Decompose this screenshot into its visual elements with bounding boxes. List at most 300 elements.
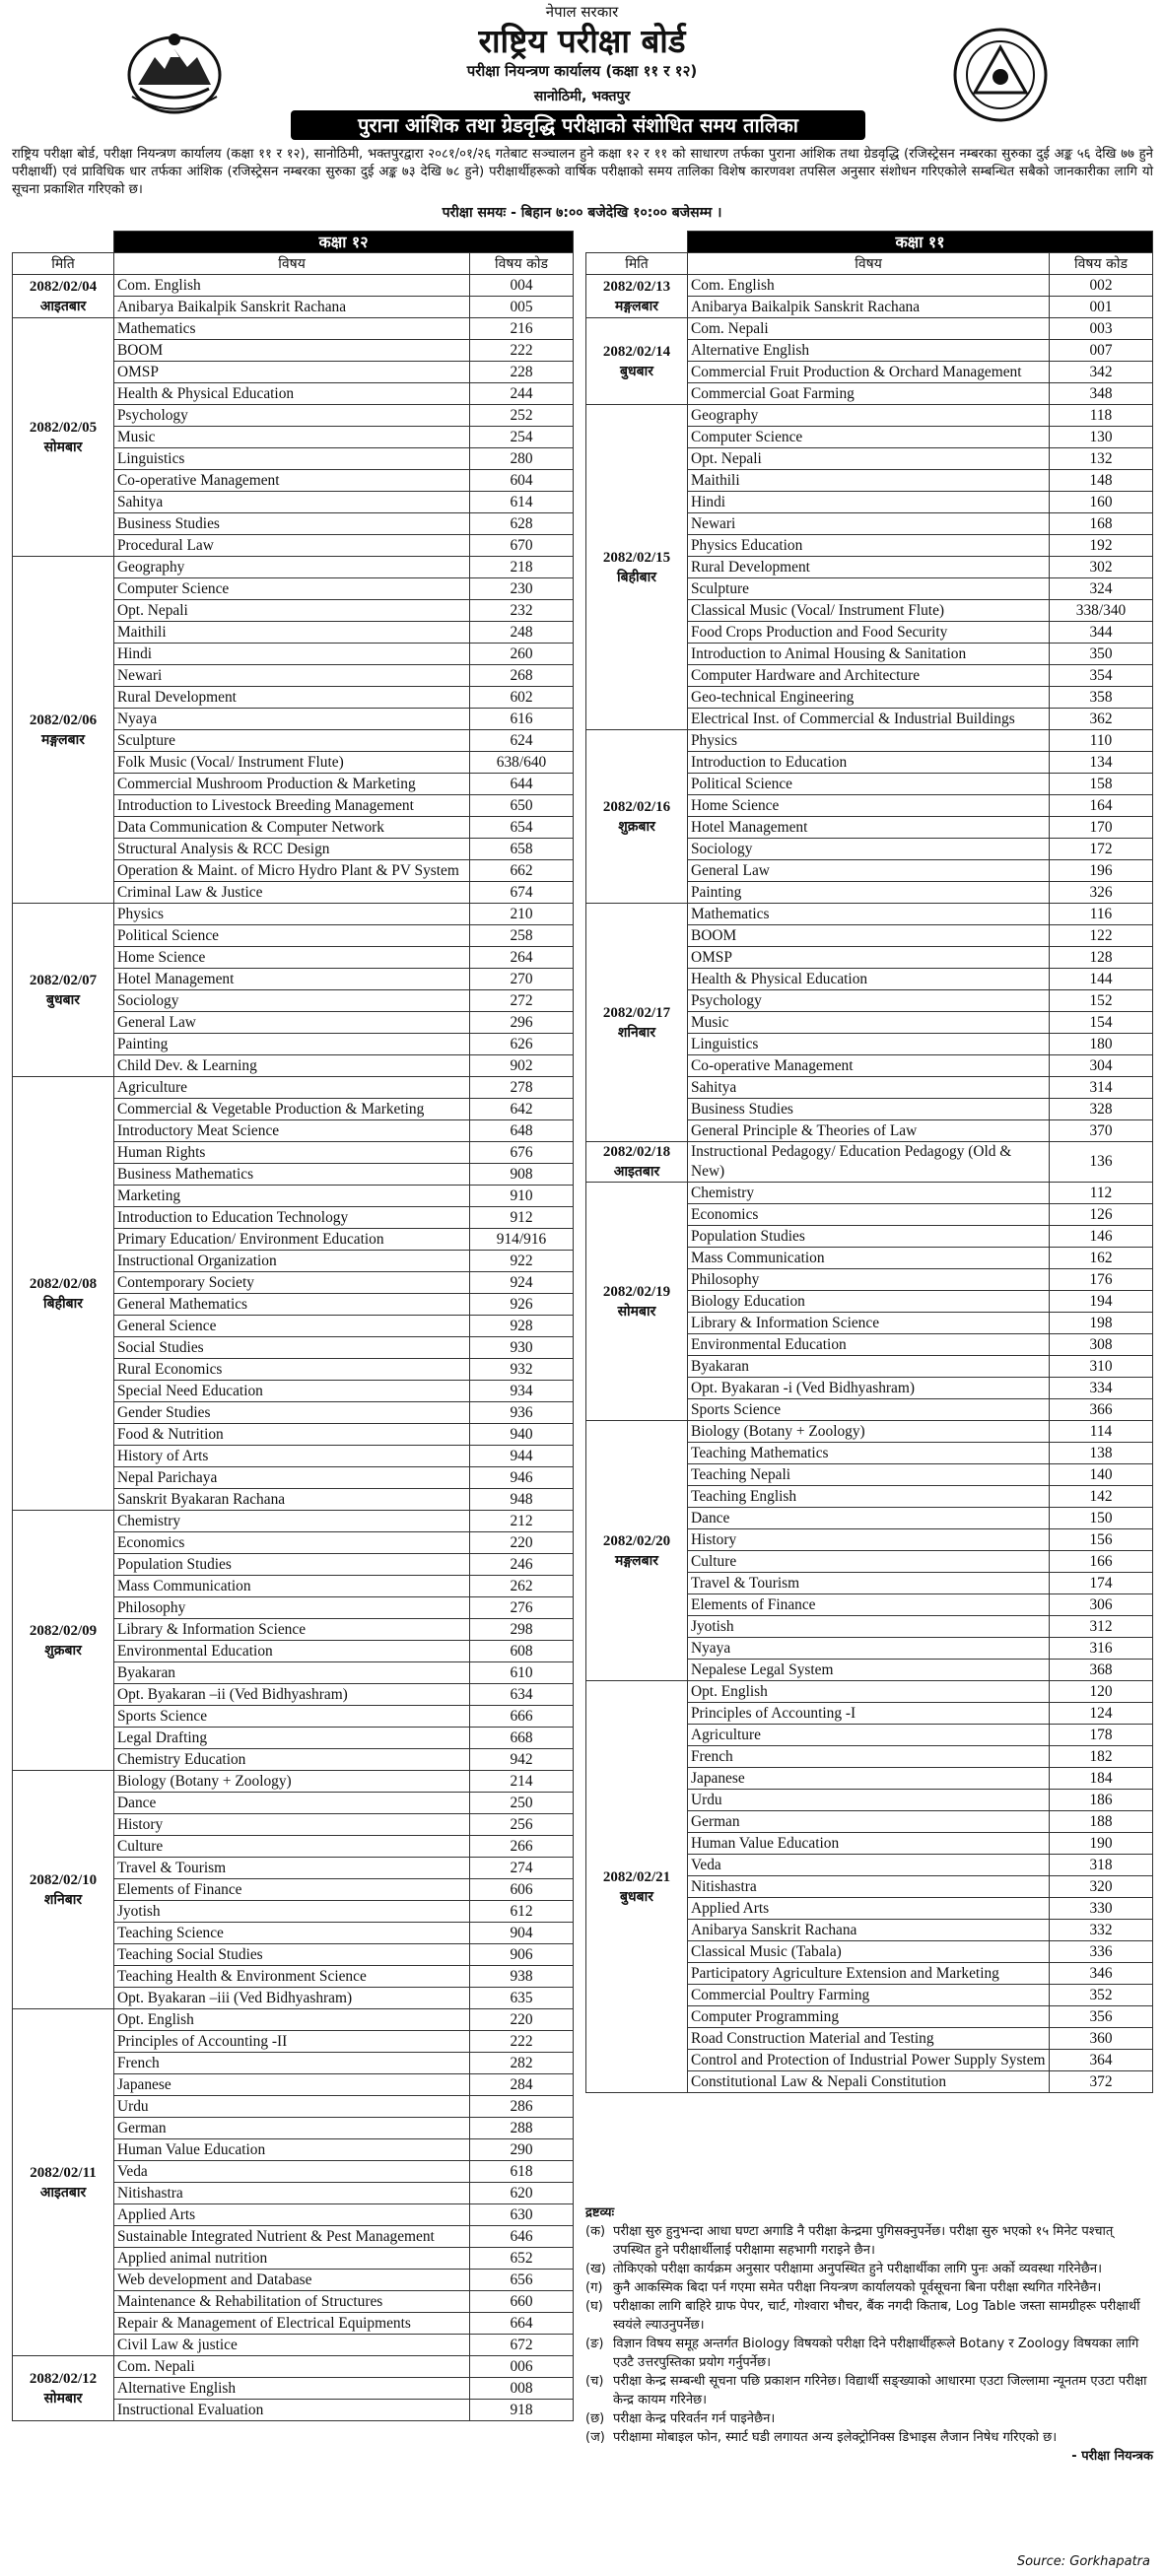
- table-row: [13, 2356, 574, 2378]
- subject-name: Procedural Law: [114, 535, 470, 557]
- subject-name: Sociology: [114, 990, 470, 1012]
- subject-name: Dance: [114, 1793, 470, 1814]
- subject-name: Philosophy: [114, 1597, 470, 1619]
- subject-code: 310: [1050, 1356, 1153, 1378]
- subject-code: 336: [1050, 1941, 1153, 1963]
- subject-code: 192: [1050, 535, 1153, 557]
- exam-date: 2082/02/08: [29, 1275, 98, 1292]
- subject-name: Principles of Accounting -I: [688, 1703, 1050, 1725]
- exam-date-cell: [586, 1183, 688, 1421]
- subject-code: 664: [470, 2313, 574, 2335]
- subject-name: Japanese: [688, 1768, 1050, 1790]
- subject-name: Marketing: [114, 1186, 470, 1207]
- subject-code: 262: [470, 1576, 574, 1597]
- subject-code: 346: [1050, 1963, 1153, 1985]
- office-location: सानोठिमी, भक्तपुर: [533, 89, 631, 104]
- subject-code: 172: [1050, 839, 1153, 860]
- exam-day: आइतबार: [39, 2184, 87, 2201]
- subject-name: Nitishastra: [688, 1876, 1050, 1898]
- subject-name: Constitutional Law & Nepali Constitution: [688, 2071, 1050, 2093]
- subject-code: 624: [470, 730, 574, 752]
- note-text: परीक्षा सुरु हुनुभन्दा आधा घण्टा अगाडि नै परीक्षा केन्द्रमा पुगिसक्नुपर्नेछ। परीक्षा सुरु भएको १५ मिनेट पश्चात् उपस्थित हुने परीक्षार्थीलाई परीक्षामा सहभागी गराइने छैन।: [613, 2224, 1114, 2258]
- subject-code: 938: [470, 1966, 574, 1988]
- subject-name: Computer Programming: [688, 2006, 1050, 2028]
- subject-code: 316: [1050, 1638, 1153, 1660]
- subject-name: Opt. Nepali: [688, 448, 1050, 470]
- subject-code: 620: [470, 2183, 574, 2204]
- subject-code: 126: [1050, 1204, 1153, 1226]
- subject-code: 350: [1050, 644, 1153, 665]
- subject-code: 314: [1050, 1077, 1153, 1099]
- exam-date-cell: [586, 275, 688, 318]
- subject-code: 334: [1050, 1378, 1153, 1399]
- table-row: [586, 1183, 1153, 1204]
- subject-name: General Law: [688, 860, 1050, 882]
- exam-date-cell: [13, 318, 114, 557]
- exam-day: बुधबार: [620, 1888, 653, 1905]
- note-item: [585, 2222, 1153, 2260]
- exam-date: 2082/02/20: [602, 1532, 671, 1549]
- subject-name: Opt. English: [114, 2009, 470, 2031]
- subject-name: Environmental Education: [114, 1641, 470, 1662]
- subject-code: 290: [470, 2139, 574, 2161]
- subject-name: Instructional Evaluation: [114, 2400, 470, 2421]
- subject-code: 608: [470, 1641, 574, 1662]
- subject-code: 256: [470, 1814, 574, 1836]
- subject-name: Teaching Social Studies: [114, 1944, 470, 1966]
- subject-code: 112: [1050, 1183, 1153, 1204]
- subject-name: Library & Information Science: [688, 1313, 1050, 1334]
- subject-name: Civil Law & justice: [114, 2335, 470, 2356]
- subject-code: 114: [1050, 1421, 1153, 1443]
- subject-code: 908: [470, 1164, 574, 1186]
- table-row: [586, 275, 1153, 297]
- subject-code: 220: [470, 1532, 574, 1554]
- subject-name: Classical Music (Tabala): [688, 1941, 1050, 1963]
- subject-code: 364: [1050, 2050, 1153, 2071]
- subject-code: 220: [470, 2009, 574, 2031]
- subject-name: Environmental Education: [688, 1334, 1050, 1356]
- subject-name: Sculpture: [688, 578, 1050, 600]
- subject-code: 284: [470, 2074, 574, 2096]
- exam-date: 2082/02/16: [602, 798, 671, 815]
- subject-code: 668: [470, 1728, 574, 1749]
- subject-code: 326: [1050, 882, 1153, 904]
- subject-name: Principles of Accounting -II: [114, 2031, 470, 2053]
- exam-date: 2082/02/10: [29, 1871, 98, 1888]
- exam-date-cell: [586, 1421, 688, 1681]
- subject-code: 302: [1050, 557, 1153, 578]
- subject-name: Teaching Mathematics: [688, 1443, 1050, 1464]
- subject-code: 268: [470, 665, 574, 687]
- subject-name: Criminal Law & Justice: [114, 882, 470, 904]
- subject-code: 642: [470, 1099, 574, 1120]
- subject-code: 296: [470, 1012, 574, 1034]
- subject-code: 230: [470, 578, 574, 600]
- subject-name: Commercial Poultry Farming: [688, 1985, 1050, 2006]
- subject-code: 003: [1050, 318, 1153, 340]
- subject-name: Alternative English: [688, 340, 1050, 362]
- subject-code: 942: [470, 1749, 574, 1771]
- subject-name: Travel & Tourism: [114, 1858, 470, 1879]
- subject-name: General Science: [114, 1316, 470, 1337]
- exam-day: मङ्गलबार: [614, 1552, 659, 1569]
- subject-code: 250: [470, 1793, 574, 1814]
- subject-code: 922: [470, 1251, 574, 1272]
- table-row: [13, 1511, 574, 1532]
- table-row: [13, 904, 574, 925]
- notes-signature: - परीक्षा नियन्त्रक: [1071, 2449, 1153, 2464]
- note-marker: (ङ): [585, 2337, 604, 2351]
- subject-code: 228: [470, 362, 574, 383]
- subject-name: Rural Economics: [114, 1359, 470, 1381]
- subject-code: 610: [470, 1662, 574, 1684]
- grade-12-schedule-table: [12, 231, 574, 2421]
- exam-date: 2082/02/15: [602, 549, 671, 566]
- subject-code: 134: [1050, 752, 1153, 774]
- subject-code: 214: [470, 1771, 574, 1793]
- exam-day: बुधबार: [46, 991, 80, 1008]
- subject-name: Gender Studies: [114, 1402, 470, 1424]
- subject-code: 162: [1050, 1248, 1153, 1269]
- subject-name: OMSP: [688, 947, 1050, 969]
- subject-name: Population Studies: [688, 1226, 1050, 1248]
- subject-code: 338/340: [1050, 600, 1153, 622]
- subject-code: 122: [1050, 925, 1153, 947]
- note-text: तोकिएको परीक्षा कार्यक्रम अनुसार परीक्षामा अनुपस्थित हुने परीक्षार्थीका लागि पुनः अर्को व्यवस्था गरिनेछैन।: [613, 2262, 1103, 2276]
- subject-name: Biology Education: [688, 1291, 1050, 1313]
- subject-code: 138: [1050, 1443, 1153, 1464]
- subject-code: 354: [1050, 665, 1153, 687]
- subject-code: 634: [470, 1684, 574, 1706]
- subject-name: Biology (Botany + Zoology): [688, 1421, 1050, 1443]
- subject-code: 170: [1050, 817, 1153, 839]
- subject-code: 136: [1050, 1142, 1153, 1183]
- subject-name: Opt. Byakaran –ii (Ved Bidhyashram): [114, 1684, 470, 1706]
- notes-title: द्रष्टव्यः: [585, 2205, 615, 2220]
- subject-name: Instructional Pedagogy/ Education Pedagogy (Old & New): [688, 1142, 1050, 1183]
- subject-name: Elements of Finance: [114, 1879, 470, 1901]
- subject-code: 646: [470, 2226, 574, 2248]
- exam-date: 2082/02/18: [602, 1144, 671, 1160]
- subject-code: 926: [470, 1294, 574, 1316]
- subject-name: Child Dev. & Learning: [114, 1055, 470, 1077]
- date-header: मिति: [13, 253, 114, 275]
- subject-code: 254: [470, 427, 574, 448]
- exam-day: शनिबार: [617, 1024, 656, 1041]
- subject-name: General Law: [114, 1012, 470, 1034]
- subject-name: Mathematics: [688, 904, 1050, 925]
- subject-code: 670: [470, 535, 574, 557]
- subject-name: OMSP: [114, 362, 470, 383]
- subject-name: Teaching English: [688, 1486, 1050, 1508]
- subject-code: 606: [470, 1879, 574, 1901]
- subject-code: 260: [470, 644, 574, 665]
- subject-code: 652: [470, 2248, 574, 2270]
- subject-code: 618: [470, 2161, 574, 2183]
- table-row: [13, 2009, 574, 2031]
- subject-name: Agriculture: [688, 1725, 1050, 1746]
- subject-name: Repair & Management of Electrical Equipments: [114, 2313, 470, 2335]
- subject-code: 282: [470, 2053, 574, 2074]
- exam-date-cell: [586, 730, 688, 904]
- subject-name: French: [688, 1746, 1050, 1768]
- exam-day: सोमबार: [43, 439, 83, 455]
- subject-code: 902: [470, 1055, 574, 1077]
- subject-header: विषय: [688, 253, 1050, 275]
- subject-code: 946: [470, 1467, 574, 1489]
- exam-date: 2082/02/09: [29, 1622, 98, 1639]
- subject-name: Newari: [114, 665, 470, 687]
- subject-code: 342: [1050, 362, 1153, 383]
- subject-code: 330: [1050, 1898, 1153, 1920]
- subject-name: Electrical Inst. of Commercial & Industrial Buildings: [688, 709, 1050, 730]
- subject-name: Home Science: [688, 795, 1050, 817]
- subject-name: Nyaya: [688, 1638, 1050, 1660]
- table-row: [586, 405, 1153, 427]
- subject-name: Jyotish: [114, 1901, 470, 1923]
- table-row: [13, 318, 574, 340]
- subject-code: 288: [470, 2118, 574, 2139]
- subject-name: Opt. Nepali: [114, 600, 470, 622]
- subject-name: Maithili: [114, 622, 470, 644]
- exam-date: 2082/02/14: [602, 343, 671, 360]
- subject-name: Nepal Parichaya: [114, 1467, 470, 1489]
- exam-date-cell: [13, 1511, 114, 1771]
- subject-code: 218: [470, 557, 574, 578]
- exam-date: 2082/02/13: [602, 278, 671, 295]
- subject-name: Food Crops Production and Food Security: [688, 622, 1050, 644]
- exam-date-cell: [13, 2356, 114, 2421]
- subject-name: General Mathematics: [114, 1294, 470, 1316]
- subject-name: Food & Nutrition: [114, 1424, 470, 1446]
- note-marker: (च): [585, 2374, 604, 2389]
- subject-name: Physics Education: [688, 535, 1050, 557]
- subject-name: Mathematics: [114, 318, 470, 340]
- note-marker: (ज): [585, 2430, 605, 2445]
- subject-name: Sculpture: [114, 730, 470, 752]
- subject-name: Music: [114, 427, 470, 448]
- subject-name: Mass Communication: [114, 1576, 470, 1597]
- note-marker: (छ): [585, 2411, 605, 2426]
- subject-name: Nepalese Legal System: [688, 1660, 1050, 1681]
- subject-name: Computer Science: [114, 578, 470, 600]
- subject-name: Folk Music (Vocal/ Instrument Flute): [114, 752, 470, 774]
- subject-code: 370: [1050, 1120, 1153, 1142]
- subject-code: 306: [1050, 1594, 1153, 1616]
- subject-code: 248: [470, 622, 574, 644]
- exam-date-cell: [13, 904, 114, 1077]
- exam-date-cell: [13, 557, 114, 904]
- subject-name: Com. English: [688, 275, 1050, 297]
- subject-name: Painting: [114, 1034, 470, 1055]
- subject-code: 278: [470, 1077, 574, 1099]
- table-row: [13, 557, 574, 578]
- subject-name: Urdu: [114, 2096, 470, 2118]
- exam-date-cell: [586, 405, 688, 730]
- subject-code: 286: [470, 2096, 574, 2118]
- subject-code: 324: [1050, 578, 1153, 600]
- subject-name: Biology (Botany + Zoology): [114, 1771, 470, 1793]
- subject-code: 150: [1050, 1508, 1153, 1529]
- subject-code: 368: [1050, 1660, 1153, 1681]
- subject-name: German: [688, 1811, 1050, 1833]
- subject-code: 222: [470, 2031, 574, 2053]
- subject-code: 280: [470, 448, 574, 470]
- subject-code: 356: [1050, 2006, 1153, 2028]
- subject-code: 932: [470, 1359, 574, 1381]
- subject-name: Operation & Maint. of Micro Hydro Plant & PV System: [114, 860, 470, 882]
- subject-name: Com. Nepali: [114, 2356, 470, 2378]
- note-marker: (घ): [585, 2299, 603, 2314]
- subject-code: 118: [1050, 405, 1153, 427]
- subject-name: Geography: [114, 557, 470, 578]
- source-credit: Source: Gorkhapatra: [1016, 2554, 1150, 2569]
- subject-name: Political Science: [114, 925, 470, 947]
- subject-code: 168: [1050, 513, 1153, 535]
- subject-code: 604: [470, 470, 574, 492]
- subject-code: 232: [470, 600, 574, 622]
- subject-name: Jyotish: [688, 1616, 1050, 1638]
- subject-name: Nitishastra: [114, 2183, 470, 2204]
- subject-code: 628: [470, 513, 574, 535]
- subject-name: Com. English: [114, 275, 470, 297]
- note-text: परीक्षाका लागि बाहिरे ग्राफ पेपर, चार्ट, गोश्वारा भौचर, बैंक नगदी किताब, Log Table जस्ता सामग्रीहरू परीक्षार्थी स्वयंले ल्याउनुपर्नेछ।: [613, 2299, 1140, 2333]
- subject-code: 190: [1050, 1833, 1153, 1855]
- exam-date: 2082/02/07: [29, 972, 98, 988]
- subject-name: Control and Protection of Industrial Power Supply System: [688, 2050, 1050, 2071]
- subject-name: Commercial & Vegetable Production & Marketing: [114, 1099, 470, 1120]
- subject-code: 918: [470, 2400, 574, 2421]
- note-text: परीक्षामा मोबाइल फोन, स्मार्ट घडी लगायत अन्य इलेक्ट्रोनिक्स डिभाइस लैजान निषेध गरिएको छ।: [613, 2430, 1058, 2445]
- exam-day: मङ्गलबार: [614, 298, 659, 314]
- subject-code: 644: [470, 774, 574, 795]
- exam-day: शुक्रबार: [44, 1642, 82, 1659]
- subject-name: BOOM: [114, 340, 470, 362]
- subject-name: Psychology: [688, 990, 1050, 1012]
- exam-day: बुधबार: [620, 363, 653, 379]
- subject-code: 948: [470, 1489, 574, 1511]
- subject-code: 130: [1050, 427, 1153, 448]
- exam-time: परीक्षा समयः - बिहान ७:०० बजेदेखि १०:०० बजेसम्म ।: [442, 205, 722, 221]
- subject-name: Japanese: [114, 2074, 470, 2096]
- subject-code: 318: [1050, 1855, 1153, 1876]
- note-item: [585, 2372, 1153, 2409]
- subject-code: 004: [470, 275, 574, 297]
- subject-code: 008: [470, 2378, 574, 2400]
- subject-name: Linguistics: [688, 1034, 1050, 1055]
- subject-name: Culture: [114, 1836, 470, 1858]
- subject-name: Nyaya: [114, 709, 470, 730]
- subject-name: Sports Science: [114, 1706, 470, 1728]
- exam-day: शनिबार: [43, 1891, 83, 1908]
- subject-name: Hindi: [688, 492, 1050, 513]
- table-row: [586, 1142, 1153, 1183]
- subject-code: 328: [1050, 1099, 1153, 1120]
- subject-name: General Principle & Theories of Law: [688, 1120, 1050, 1142]
- subject-code: 358: [1050, 687, 1153, 709]
- subject-code: 212: [470, 1511, 574, 1532]
- subject-name: Music: [688, 1012, 1050, 1034]
- subject-name: Sustainable Integrated Nutrient & Pest Management: [114, 2226, 470, 2248]
- subject-name: Chemistry Education: [114, 1749, 470, 1771]
- subject-name: Health & Physical Education: [688, 969, 1050, 990]
- subject-code: 154: [1050, 1012, 1153, 1034]
- subject-code: 244: [470, 383, 574, 405]
- subject-code: 308: [1050, 1334, 1153, 1356]
- subject-code: 180: [1050, 1034, 1153, 1055]
- subject-code: 904: [470, 1923, 574, 1944]
- subject-code: 362: [1050, 709, 1153, 730]
- subject-code: 182: [1050, 1746, 1153, 1768]
- subject-name: Applied Arts: [114, 2204, 470, 2226]
- subject-name: Road Construction Material and Testing: [688, 2028, 1050, 2050]
- subject-name: Geography: [688, 405, 1050, 427]
- subject-code: 166: [1050, 1551, 1153, 1573]
- subject-name: Rural Development: [114, 687, 470, 709]
- subject-name: Business Studies: [688, 1099, 1050, 1120]
- government-name: नेपाल सरकार: [545, 3, 619, 21]
- subject-name: Economics: [688, 1204, 1050, 1226]
- subject-name: Maithili: [688, 470, 1050, 492]
- note-item: [585, 2297, 1153, 2335]
- subject-name: BOOM: [688, 925, 1050, 947]
- notes-section: [585, 2203, 1153, 2466]
- subject-name: Veda: [688, 1855, 1050, 1876]
- subject-code: 120: [1050, 1681, 1153, 1703]
- office-name: परीक्षा नियन्त्रण कार्यालय (कक्षा ११ र १२): [466, 62, 698, 80]
- subject-code: 142: [1050, 1486, 1153, 1508]
- subject-code: 128: [1050, 947, 1153, 969]
- exam-date-cell: [586, 1142, 688, 1183]
- subject-name: Health & Physical Education: [114, 383, 470, 405]
- subject-name: Co-operative Management: [114, 470, 470, 492]
- subject-code: 246: [470, 1554, 574, 1576]
- subject-code: 270: [470, 969, 574, 990]
- subject-name: Business Mathematics: [114, 1164, 470, 1186]
- subject-name: Byakaran: [114, 1662, 470, 1684]
- subject-code: 638/640: [470, 752, 574, 774]
- subject-name: Social Studies: [114, 1337, 470, 1359]
- subject-name: Commercial Fruit Production & Orchard Management: [688, 362, 1050, 383]
- exam-date-cell: [586, 1681, 688, 2093]
- subject-code: 940: [470, 1424, 574, 1446]
- subject-name: History: [114, 1814, 470, 1836]
- subject-code: 156: [1050, 1529, 1153, 1551]
- note-marker: (ग): [585, 2280, 603, 2295]
- subject-name: Population Studies: [114, 1554, 470, 1576]
- subject-name: Special Need Education: [114, 1381, 470, 1402]
- table-row: [13, 1077, 574, 1099]
- subject-code: 252: [470, 405, 574, 427]
- note-item: [585, 2278, 1153, 2297]
- schedule-banner: पुराना आंशिक तथा ग्रेडवृद्धि परीक्षाको संशोधित समय तालिका: [291, 110, 865, 140]
- subject-code: 906: [470, 1944, 574, 1966]
- subject-name: Computer Science: [688, 427, 1050, 448]
- table-row: [586, 1421, 1153, 1443]
- subject-name: Business Studies: [114, 513, 470, 535]
- subject-code: 650: [470, 795, 574, 817]
- table-row: [13, 275, 574, 297]
- subject-code: 612: [470, 1901, 574, 1923]
- note-text: परीक्षा केन्द्र परिवर्तन गर्न पाइनेछैन।: [613, 2411, 776, 2426]
- subject-code: 676: [470, 1142, 574, 1164]
- subject-code: 146: [1050, 1226, 1153, 1248]
- subject-code: 320: [1050, 1876, 1153, 1898]
- subject-code: 654: [470, 817, 574, 839]
- subject-name: Contemporary Society: [114, 1272, 470, 1294]
- subject-name: Psychology: [114, 405, 470, 427]
